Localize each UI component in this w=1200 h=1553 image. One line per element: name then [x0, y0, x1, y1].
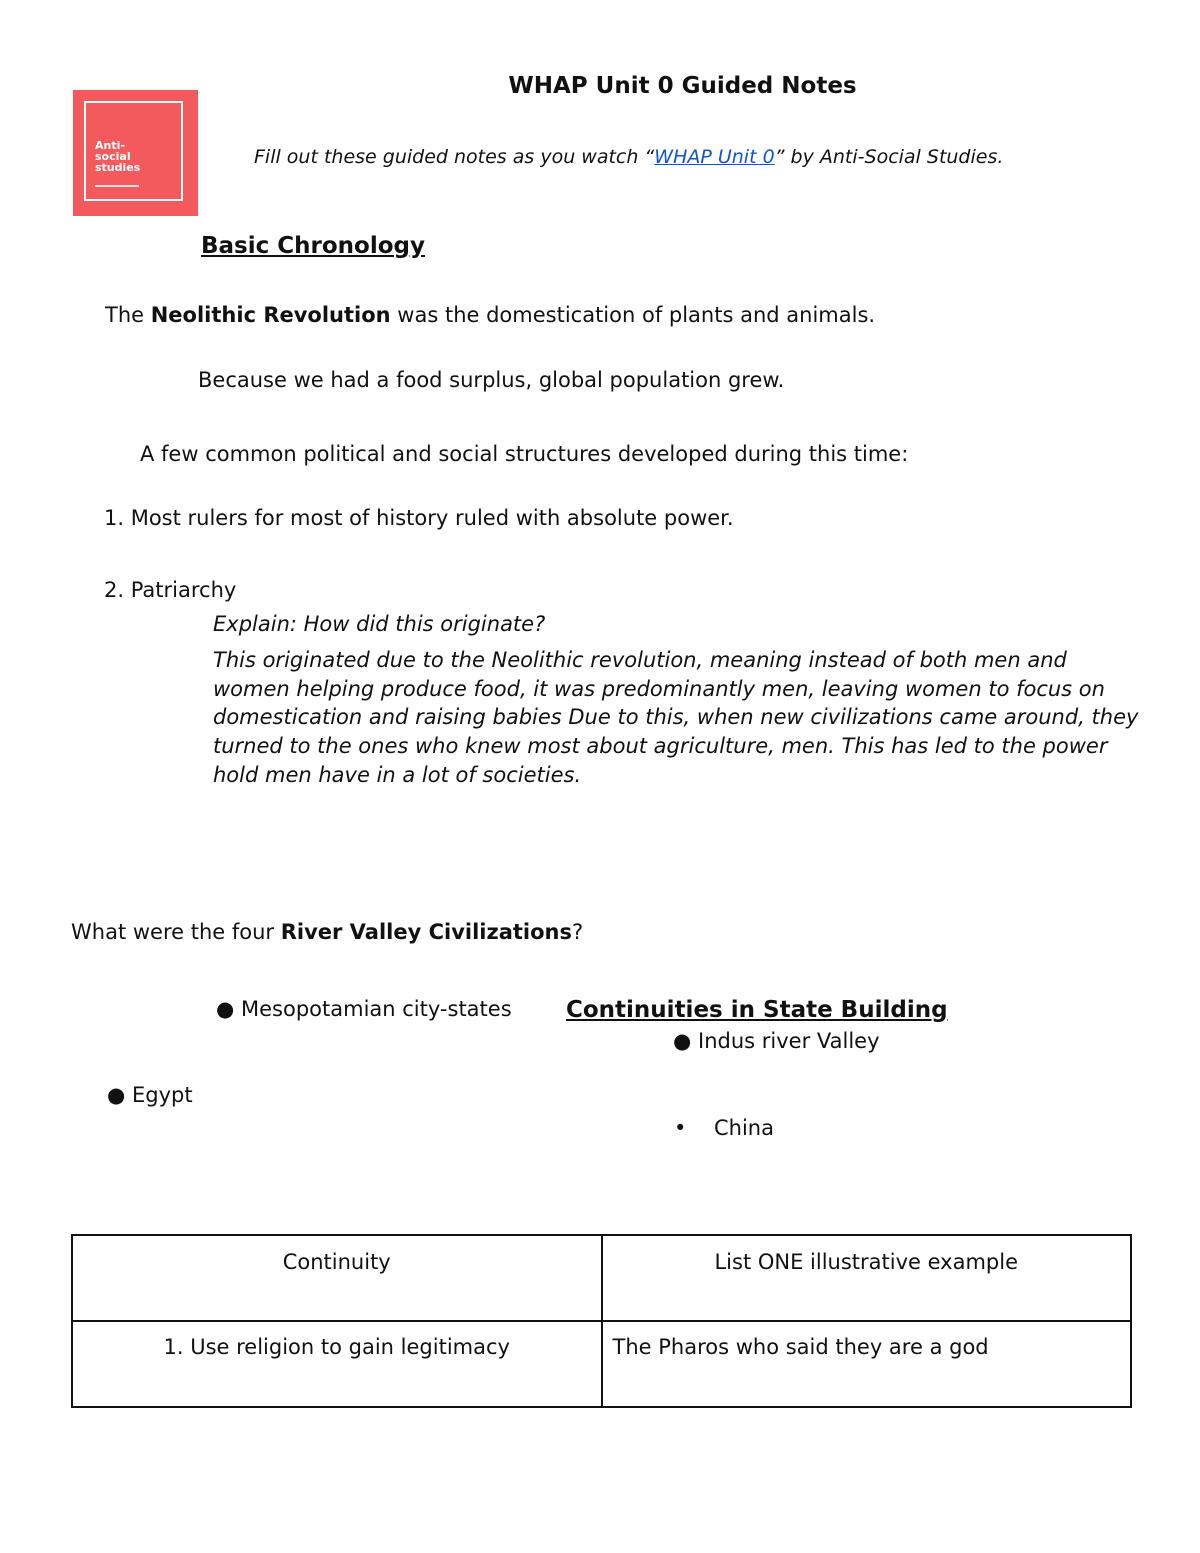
- bullet-icon: ●: [216, 997, 241, 1021]
- logo-text: Anti- social studies: [95, 139, 141, 174]
- bullet-icon: ●: [673, 1029, 698, 1053]
- explain-answer: This originated due to the Neolithic revolution, meaning instead of both men and women helping produce food, it was predominantly men, leaving women to focus on domestication and raising babies Due to this, when new civilizations came around, they turned to the ones who knew most about agriculture, men. This has led to the power hold men have in a lot of societies.: [213, 648, 1139, 787]
- table-header-row: [72, 1235, 1131, 1321]
- explain-prompt: Explain: How did this originate?: [213, 612, 546, 636]
- civ-label: Mesopotamian city-states: [241, 997, 512, 1021]
- state-building-heading: Continuities in State Building: [566, 997, 948, 1023]
- rv-pre: What were the four: [71, 920, 281, 944]
- page-title: WHAP Unit 0 Guided Notes: [508, 73, 857, 99]
- civ-label: China: [714, 1116, 774, 1140]
- neolithic-post: was the domestication of plants and animals.: [390, 303, 876, 327]
- continuity-table: [71, 1234, 1132, 1408]
- neolithic-sentence: [105, 303, 875, 327]
- surplus-sentence: Because we had a food surplus, global population grew.: [198, 368, 785, 392]
- neolithic-term: Neolithic Revolution: [150, 303, 391, 327]
- video-link[interactable]: WHAP Unit 0: [654, 146, 775, 168]
- table-row: [72, 1321, 1131, 1407]
- civ-item-egypt: [107, 1083, 193, 1107]
- civ-item-china: [674, 1116, 774, 1140]
- intro-after: ” by Anti-Social Studies.: [774, 146, 1004, 168]
- intro-before: Fill out these guided notes as you watch “: [254, 146, 655, 168]
- structure-item-1: 1. Most rulers for most of history ruled with absolute power.: [104, 506, 734, 530]
- civ-item-mesopotamia: [216, 997, 512, 1021]
- rv-post: ?: [572, 920, 584, 944]
- example-cell: The Pharos who said they are a god: [602, 1321, 1132, 1407]
- neolithic-pre: The: [105, 303, 151, 327]
- basic-chronology-heading: Basic Chronology: [201, 233, 425, 259]
- continuity-cell: 1. Use religion to gain legitimacy: [72, 1321, 602, 1407]
- rv-term: River Valley Civilizations: [280, 920, 573, 944]
- bullet-icon: •: [674, 1116, 687, 1140]
- civ-label: Egypt: [132, 1083, 193, 1107]
- structure-item-2: 2. Patriarchy: [104, 578, 237, 602]
- intro-text: [254, 146, 1003, 168]
- river-valley-question: [71, 920, 583, 944]
- column-header-continuity: Continuity: [72, 1235, 602, 1321]
- column-header-example: List ONE illustrative example: [602, 1235, 1132, 1321]
- bullet-icon: ●: [107, 1083, 132, 1107]
- civ-label: Indus river Valley: [698, 1029, 880, 1053]
- structures-intro: A few common political and social structures developed during this time:: [140, 442, 909, 466]
- anti-social-studies-logo: [73, 90, 198, 216]
- civ-item-indus: [673, 1029, 880, 1053]
- logo-underline: [95, 185, 139, 187]
